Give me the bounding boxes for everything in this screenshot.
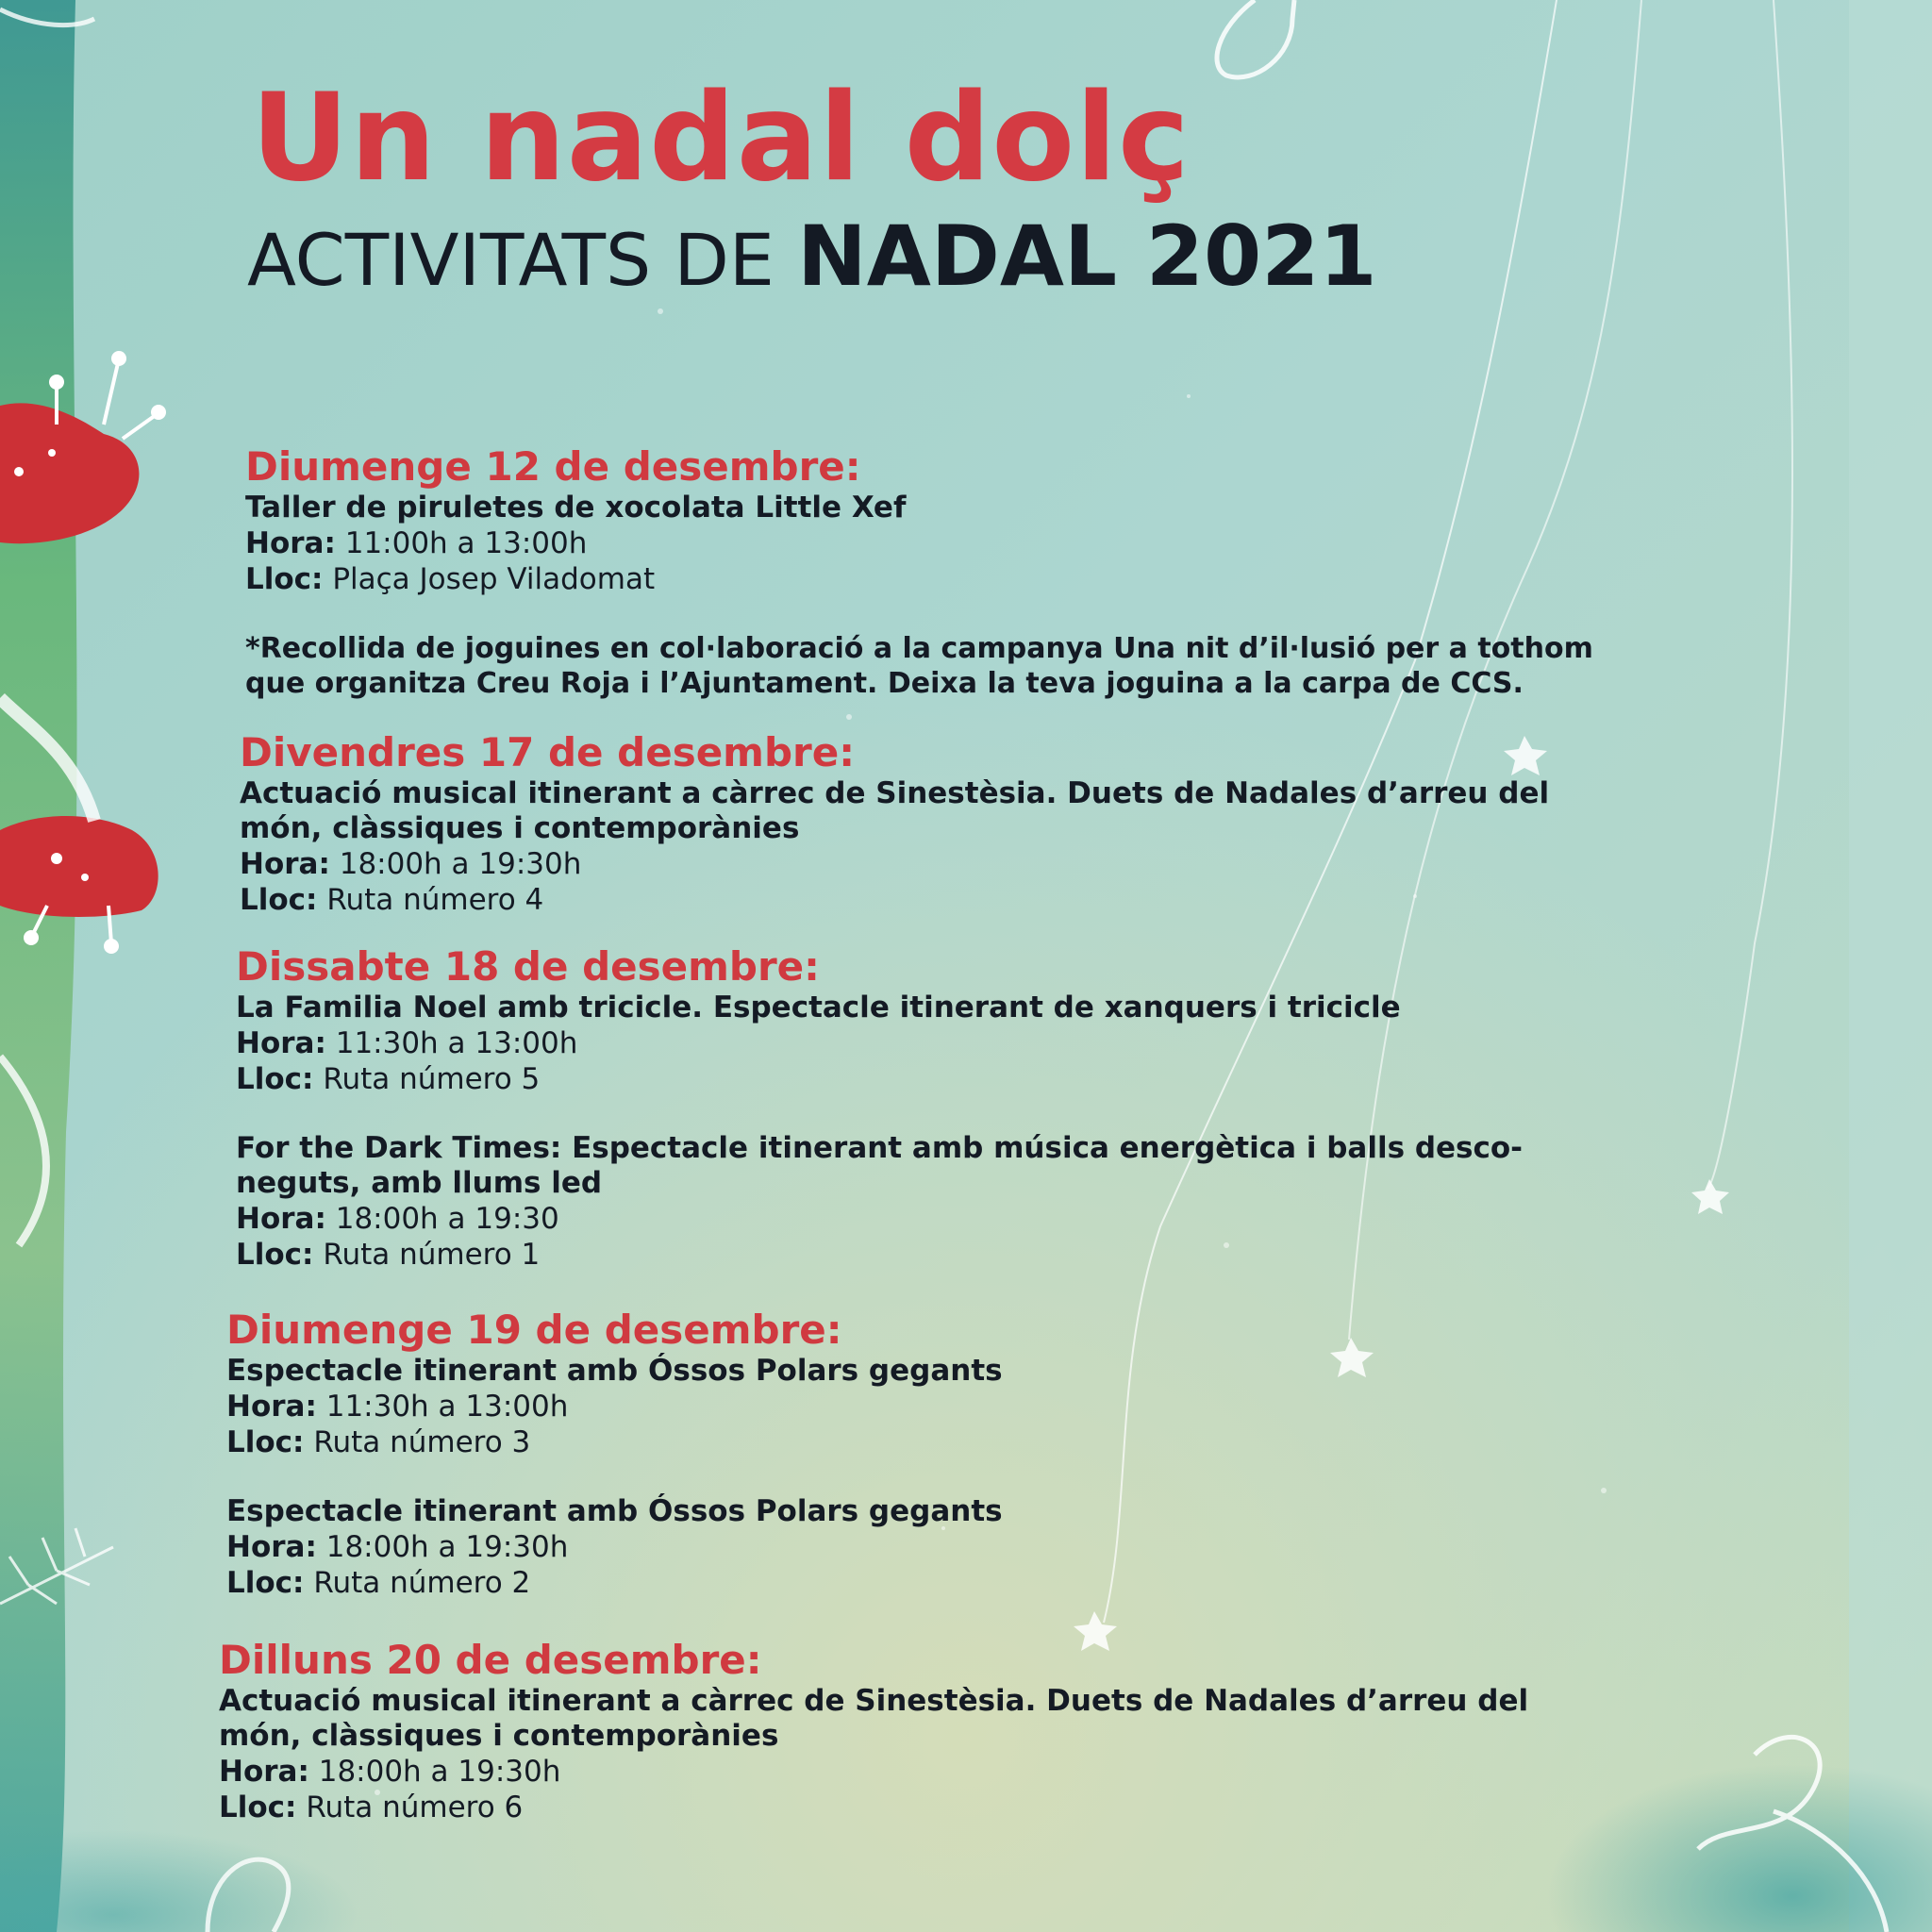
event-title-line2: món, clàssiques i contemporànies xyxy=(219,1719,779,1753)
day-heading: Divendres 17 de desembre: xyxy=(240,729,856,775)
event-time xyxy=(236,1025,1707,1061)
hora-value: 18:00h a 19:30 xyxy=(335,1202,559,1236)
event-time xyxy=(245,525,1717,561)
event-title-line1: Actuació musical itinerant a càrrec de Sinestèsia. Duets de Nadales d’arreu del xyxy=(240,776,1550,810)
lloc-value: Ruta número 1 xyxy=(323,1238,541,1272)
lloc-value: Ruta número 2 xyxy=(313,1566,531,1600)
event-title-line2: món, clàssiques i contemporànies xyxy=(240,811,800,845)
hora-label: Hora: xyxy=(226,1530,317,1564)
hora-label: Hora: xyxy=(219,1755,309,1789)
event-time xyxy=(236,1201,1707,1237)
event-place xyxy=(236,1061,1707,1097)
lloc-label: Lloc: xyxy=(226,1566,305,1600)
event-time xyxy=(226,1529,1698,1565)
hora-label: Hora: xyxy=(240,847,330,881)
lloc-label: Lloc: xyxy=(240,883,318,917)
day-heading: Dilluns 20 de desembre: xyxy=(219,1637,762,1683)
hora-value: 11:30h a 13:00h xyxy=(325,1390,569,1424)
event-time xyxy=(226,1389,1698,1424)
event-place xyxy=(240,882,1711,918)
hora-value: 18:00h a 19:30h xyxy=(325,1530,569,1564)
event-title-line1: For the Dark Times: Espectacle itinerant amb música energètica i balls desco- xyxy=(236,1131,1524,1165)
event-title: Espectacle itinerant amb Óssos Polars gegants xyxy=(226,1494,1003,1528)
event-place xyxy=(236,1237,1707,1273)
event-title-line1: Actuació musical itinerant a càrrec de Sinestèsia. Duets de Nadales d’arreu del xyxy=(219,1684,1529,1718)
event-place xyxy=(219,1790,1690,1825)
event-place xyxy=(245,561,1717,597)
day-heading: Dissabte 18 de desembre: xyxy=(236,943,820,990)
lloc-label: Lloc: xyxy=(226,1425,305,1459)
day-section-17 xyxy=(240,729,1711,918)
poster-subtitle xyxy=(247,208,1690,305)
event-time xyxy=(240,846,1711,882)
hora-label: Hora: xyxy=(245,526,336,560)
subtitle-highlight: NADAL 2021 xyxy=(797,208,1377,305)
lloc-label: Lloc: xyxy=(219,1790,297,1824)
lloc-value: Ruta número 4 xyxy=(326,883,544,917)
hora-label: Hora: xyxy=(236,1026,326,1060)
event-title: Espectacle itinerant amb Óssos Polars gegants xyxy=(226,1354,1003,1388)
hora-label: Hora: xyxy=(236,1202,326,1236)
hora-value: 18:00h a 19:30h xyxy=(339,847,582,881)
poster-content xyxy=(219,68,1690,305)
lloc-value: Ruta número 6 xyxy=(306,1790,524,1824)
lloc-value: Ruta número 3 xyxy=(313,1425,531,1459)
hora-value: 18:00h a 19:30h xyxy=(318,1755,561,1789)
lloc-label: Lloc: xyxy=(236,1062,314,1096)
event-place xyxy=(226,1424,1698,1460)
subtitle-prefix: ACTIVITATS DE xyxy=(247,218,774,302)
day-heading: Diumenge 12 de desembre: xyxy=(245,443,861,490)
day-heading: Diumenge 19 de desembre: xyxy=(226,1307,842,1353)
hora-value: 11:30h a 13:00h xyxy=(335,1026,578,1060)
day-section-18 xyxy=(236,943,1707,1273)
hora-value: 11:00h a 13:00h xyxy=(344,526,588,560)
event-title: Taller de piruletes de xocolata Little Xef xyxy=(245,491,907,525)
lloc-label: Lloc: xyxy=(245,562,324,596)
day-section-20 xyxy=(219,1637,1690,1825)
day-section-19 xyxy=(226,1307,1698,1601)
event-title-line2: neguts, amb llums led xyxy=(236,1166,603,1200)
lloc-label: Lloc: xyxy=(236,1238,314,1272)
day-section-12 xyxy=(245,443,1717,701)
poster-title: Un nadal dolç xyxy=(251,68,1191,208)
event-time xyxy=(219,1754,1690,1790)
event-title: La Familia Noel amb tricicle. Espectacle itinerant de xanquers i tricicle xyxy=(236,991,1401,1024)
toy-collection-note-line2: que organitza Creu Roja i l’Ajuntament. Deixa la teva joguina a la carpa de CCS. xyxy=(245,667,1524,700)
hora-label: Hora: xyxy=(226,1390,317,1424)
event-place xyxy=(226,1565,1698,1601)
lloc-value: Ruta número 5 xyxy=(323,1062,541,1096)
lloc-value: Plaça Josep Viladomat xyxy=(332,562,656,596)
toy-collection-note-line1: *Recollida de joguines en col·laboració a la campanya Una nit d’il·lusió per a tothom xyxy=(245,632,1593,665)
